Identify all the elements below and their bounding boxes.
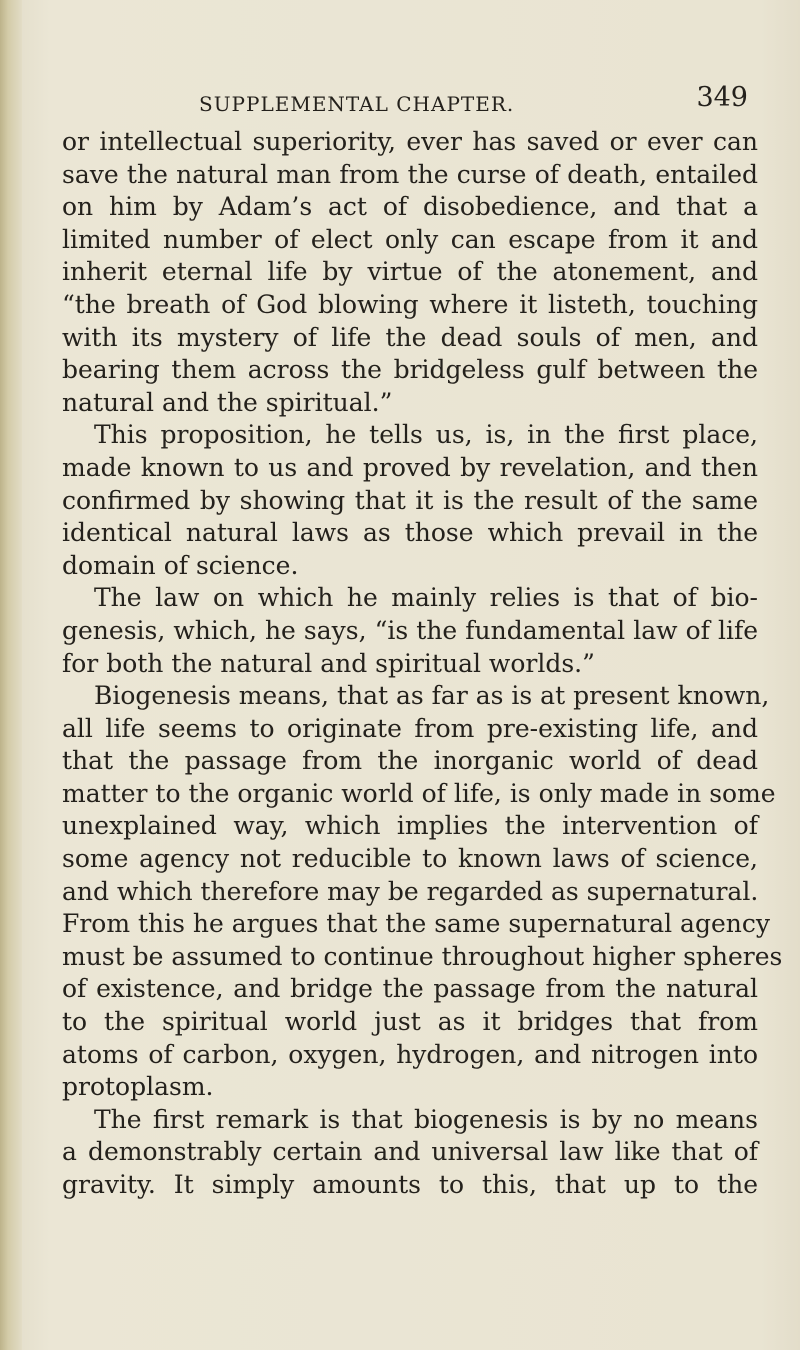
text-line: confirmed by showing that it is the result of the same: [62, 485, 758, 515]
text-line: domain of science.: [62, 550, 299, 580]
paragraph-start-line: Biogenesis means, that as far as is at present known,: [94, 681, 770, 711]
running-head: [60, 82, 750, 122]
text-line: “the breath of God blowing where it listeth, touching: [62, 289, 758, 319]
paragraph-start-line: The first remark is that biogenesis is by no means: [94, 1104, 758, 1134]
text-line: made known to us and proved by revelation, and then: [62, 452, 758, 482]
text-line: genesis, which, he says, “is the fundamental law of life: [62, 615, 758, 645]
text-line: some agency not reducible to known laws of science,: [62, 844, 758, 874]
paragraph-start-line: The law on which he mainly relies is that of bio-: [94, 583, 758, 613]
text-line: on him by Adam’s act of disobedience, and that a: [62, 192, 758, 222]
text-line: matter to the organic world of life, is only made in some: [62, 778, 776, 808]
text-line: with its mystery of life the dead souls of men, and: [62, 322, 758, 352]
chapter-title: SUPPLEMENTAL CHAPTER.: [199, 92, 515, 116]
text-line: to the spiritual world just as it bridges that from: [62, 1007, 758, 1037]
text-line: natural and the spiritual.”: [62, 387, 393, 417]
text-line: or intellectual superiority, ever has saved or ever can: [62, 127, 758, 156]
text-line: save the natural man from the curse of death, entailed: [62, 159, 758, 189]
text-line: protoplasm.: [62, 1072, 214, 1102]
text-line: atoms of carbon, oxygen, hydrogen, and nitrogen into: [62, 1039, 758, 1069]
text-line: that the passage from the inorganic world of dead: [62, 746, 758, 776]
text-line: identical natural laws as those which prevail in the: [62, 518, 758, 548]
text-line: gravity. It simply amounts to this, that up to the: [62, 1170, 758, 1199]
paragraph-start-line: This proposition, he tells us, is, in the first place,: [94, 420, 758, 450]
text-line: limited number of elect only can escape from it and: [62, 224, 758, 254]
text-line: a demonstrably certain and universal law like that of: [62, 1137, 758, 1167]
text-line: of existence, and bridge the passage from the natural: [62, 974, 758, 1004]
text-line: unexplained way, which implies the intervention of: [62, 811, 758, 841]
page-number: 349: [696, 82, 748, 113]
text-line: for both the natural and spiritual worlds.”: [62, 648, 595, 678]
body-text: [62, 126, 783, 1202]
text-line: must be assumed to continue throughout higher spheres: [62, 941, 783, 971]
text-line: all life seems to originate from pre-existing life, and: [62, 713, 758, 743]
text-line: and which therefore may be regarded as supernatural.: [62, 876, 759, 906]
binding-gutter: [0, 0, 22, 1350]
text-line: bearing them across the bridgeless gulf between the: [62, 355, 758, 385]
text-line: From this he argues that the same supernatural agency: [62, 909, 770, 939]
text-line: inherit eternal life by virtue of the atonement, and: [62, 257, 758, 287]
